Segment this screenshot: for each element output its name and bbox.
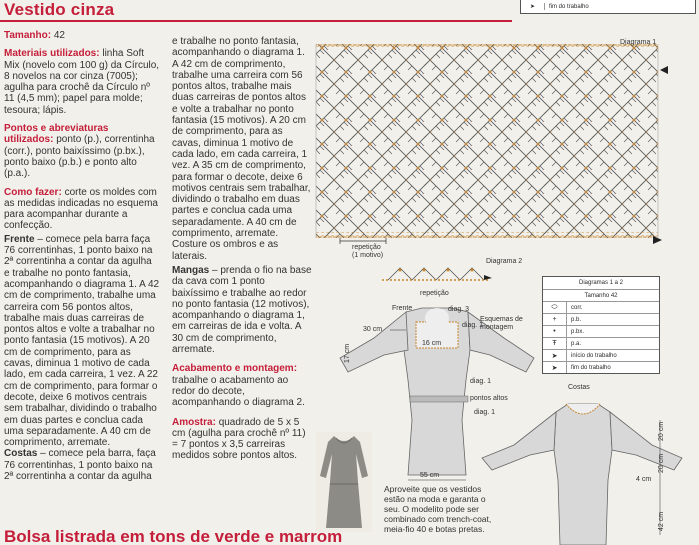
front-label: Frente — [392, 305, 413, 312]
chain-icon: ⬭ — [543, 302, 567, 313]
legend-size-row: Tamanho 42 — [543, 289, 659, 301]
materials-paragraph: Materiais utilizados: linha Soft Mix (novelo com 100 g) da Círculo, 8 novelos na cor cinza (7005); agulha para crochê da Círculo nº 11 (4,5 mm); papel para molde; tesoura; lápis. — [4, 48, 160, 116]
photo-caption: Aproveite que os vestidos estão na moda e garanta o seu. O modelito pode ser combinado com trench-coat, meia-fio 40 e botas pretas. — [384, 484, 492, 534]
sleeves-paragraph: Mangas – prenda o fio na base da cava com 1 ponto baixíssimo e trabalhe ao redor no ponto fantasia (12 motivos), acompanhando o diagrama 1, em carreiras de ida e volta. A 30 cm de comprimento, arremate. — [172, 264, 312, 356]
diag1-top-label: diag. 1 — [462, 322, 484, 329]
legend-row: + p.b. — [543, 313, 659, 325]
front-paragraph: Frente – comece pela barra faça 76 correntinhas, 1 ponto baixo na 2ª correntinha a contar da agulha e trabalhe no ponto fantasia, acompanhando o diagrama 1. A 42 cm de comprimento, trabalhe uma carreira com 56 pontos altos, trabalhe mais duas carreiras de pontos altos e volte a trabalhar no ponto fantasia (15 motivos). A 20 cm de comprimento, para as cavas, diminua 1 motivo de cada lado, em cada carreira, 1 vez. A 22 cm de comprimento, para formar o decote, deixe 6 motivos centrais sem trabalhar, dividindo o trabalho em duas partes e conclua cada uma separadamente. A 40 cm de comprimento, arremate. — [4, 233, 160, 449]
legend-row: • p.bx. — [543, 325, 659, 337]
single-crochet-icon: + — [543, 314, 567, 325]
dim-55cm: 55 cm — [420, 472, 440, 479]
next-article-title: Bolsa listrada em tons de verde e marrom — [4, 527, 343, 545]
dim-20cm-b: 20 cm — [658, 453, 666, 474]
end-arrow-icon: ➤ — [543, 362, 567, 373]
finish-paragraph: Acabamento e montagem: trabalhe o acabamento ao redor do decote, acompanhando o diagrama 2. — [172, 363, 305, 409]
back-schematic — [482, 404, 682, 545]
repeat-sub-label: (1 motivo) — [352, 252, 384, 259]
column-1 — [4, 30, 160, 489]
diag1-mid-label: diag. 1 — [470, 378, 492, 385]
back-paragraph: Costas – comece pela barra, faça 76 correntinhas, 1 ponto baixo na 2ª correntinha a contar da agulha — [4, 448, 156, 482]
stitches-paragraph: Pontos e abreviaturas utilizados: ponto (p.), correntinha (corr.), ponto baixíssimo (p.bx.), ponto baixo (p.b.) e ponto alto (p.a.). — [4, 123, 155, 180]
legend-row: ➤ início do trabalho — [543, 349, 659, 361]
legend-row: ➤ fim do trabalho — [543, 361, 659, 373]
title-divider — [0, 20, 512, 22]
dim-17cm: 17 cm — [344, 343, 352, 364]
back-label: Costas — [568, 384, 590, 391]
sample-paragraph: Amostra: quadrado de 5 x 5 cm (agulha para crochê nº 11) = 7 pontos x 3,5 carreiras medidos sobre pontos altos. — [172, 416, 306, 462]
size-line: Tamanho: 42 — [4, 30, 65, 41]
column-2 — [172, 36, 312, 469]
legend-title: Diagramas 1 a 2 — [578, 280, 624, 286]
dim-42cm: 42 cm — [658, 511, 666, 532]
diag3-label: diag. 3 — [448, 306, 470, 313]
diagram-1 — [310, 36, 699, 264]
page-title: Vestido cinza — [4, 0, 115, 19]
repeat-2-label: repetição — [420, 290, 449, 297]
repeat-label: repetição — [352, 244, 381, 251]
diagram-1-title: Diagrama 1 — [620, 39, 657, 46]
high-stitches-label: pontos altos — [470, 395, 508, 402]
legend-row: Ŧ p.a. — [543, 337, 659, 349]
howto-paragraph: Como fazer: corte os moldes com as medidas indicadas no esquema para acompanhar durante a confecção. — [4, 186, 158, 232]
dress-photo — [316, 432, 372, 532]
start-arrow-icon: ➤ — [543, 350, 567, 361]
double-crochet-icon: Ŧ — [543, 338, 567, 349]
dim-16cm: 16 cm — [422, 340, 442, 347]
diagram-2-title: Diagrama 2 — [486, 258, 523, 265]
legend-top-fragment: ➤ fim do trabalho — [520, 0, 696, 14]
dim-4cm: 4 cm — [636, 476, 652, 483]
dim-30cm: 30 cm — [363, 326, 383, 333]
arrow-icon: ➤ — [521, 3, 545, 10]
diag1-low-label: diag. 1 — [474, 409, 496, 416]
schemes-label: Esquemas de montagem — [480, 316, 523, 331]
dim-20cm-a: 20 cm — [658, 421, 666, 442]
legend-row: ⬭ corr. — [543, 301, 659, 313]
slip-stitch-icon: • — [543, 326, 567, 337]
col2-paragraph-1: e trabalhe no ponto fantasia, acompanhando o diagrama 1. A 42 cm de comprimento, trabalhe uma carreira com 56 pontos altos, trabalhe mais duas carreiras de pontos altos e volte a trabalhar no ponto fantasia (15 motivos). A 20 cm de comprimento, para as cavas, diminua 1 motivo de cada lado, em cada carreira, 1 vez. A 35 cm de comprimento, para formar o decote, deixe 6 motivos centrais sem trabalhar, dividindo o trabalho em duas partes e conclua cada uma separadamente. A 40 cm de comprimento, arremate. Costure os ombros e as laterais. — [172, 36, 311, 262]
